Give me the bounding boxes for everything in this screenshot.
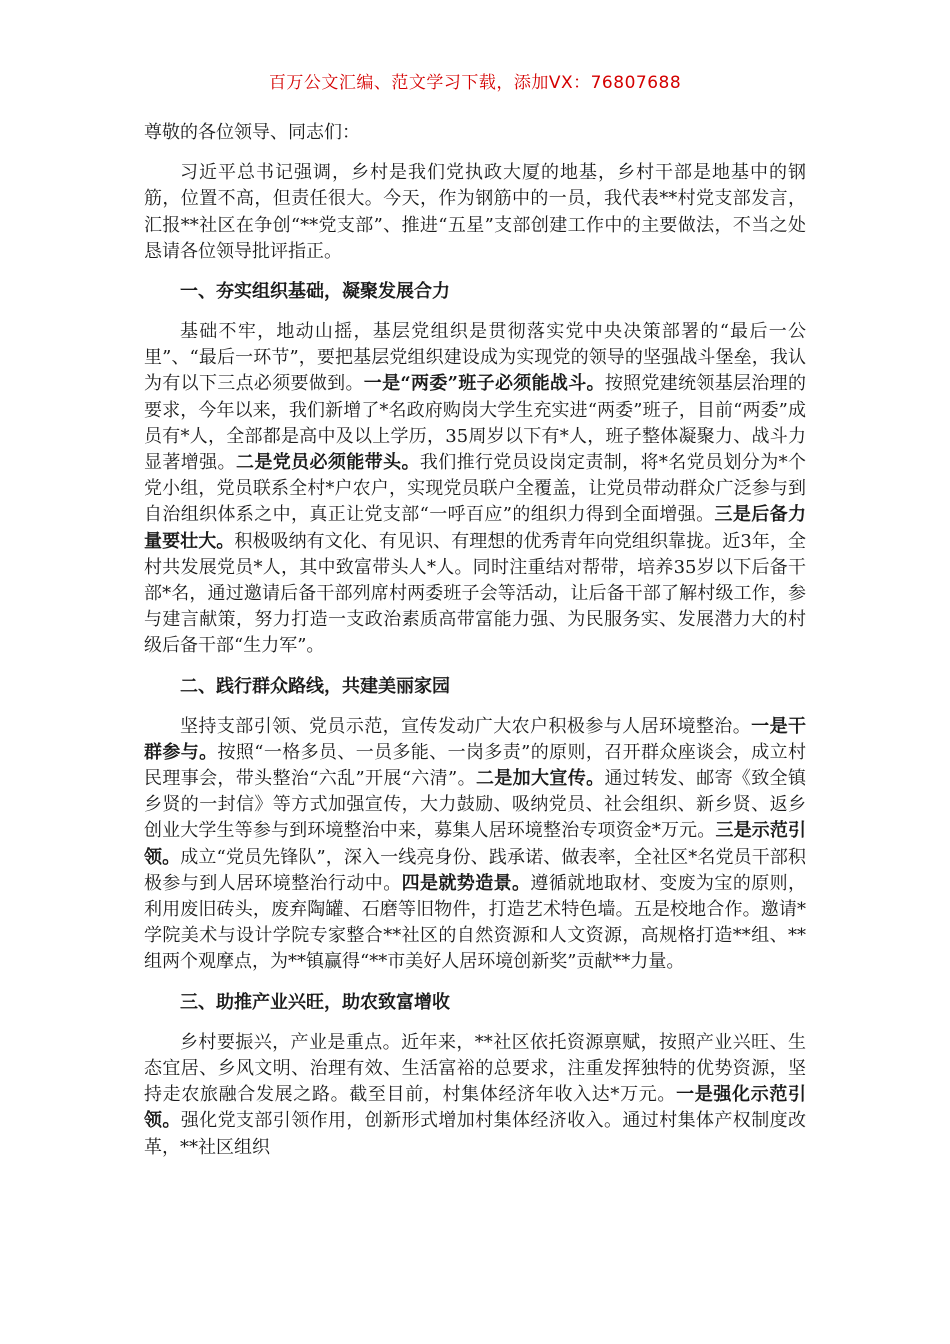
section-2-point-2: 二是加大宣传。 xyxy=(475,768,605,790)
speech-body xyxy=(144,120,806,1175)
section-3-text-2: 强化党支部引领作用，创新形式增加村集体经济收入。通过村集体产权制度改革，**社区组织 xyxy=(144,1110,807,1158)
section-1-text-3: 我们推行党员设岗定责制，将*名党员划分为*个党小组，党员联系全村*户农户，实现党员联户全覆盖，让党员带动群众广泛参与到自治组织体系之中，真正让党支部“一呼百应”的组织力得到全面增强。 xyxy=(144,452,807,526)
section-1-text-1: 基础不牢，地动山摇，基层党组织是贯彻落实党中央决策部署的“最后一公里”、“最后一环节”，要把基层党组织建设成为实现党的领导的坚强战斗堡垒，我认为有以下三点必须要做到。 xyxy=(144,321,806,395)
section-1-point-2: 二是党员必须能带头。 xyxy=(235,452,420,474)
section-2-heading: 二、践行群众路线，共建美丽家园 xyxy=(180,675,450,697)
section-3-heading: 三、助推产业兴旺，助农致富增收 xyxy=(180,991,450,1013)
salutation: 尊敬的各位领导、同志们： xyxy=(144,122,360,143)
section-2-text-1: 坚持支部引领、党员示范，宣传发动广大农户积极参与人居环境整治。 xyxy=(180,715,752,737)
section-2-point-4: 四是就势造景。 xyxy=(401,872,531,894)
section-1-point-3: 三是后备力量要壮大。 xyxy=(144,504,806,552)
section-1-text-2: 按照党建统领基层治理的要求，今年以来，我们新增了*名政府购岗大学生充实进“两委”班子，目前“两委”成员有*人，全部都是高中及以上学历，35周岁以下有*人，班子整体凝聚力、战斗力显著增强。 xyxy=(144,373,806,474)
section-1-heading: 一、夯实组织基础，凝聚发展合力 xyxy=(180,281,450,303)
section-1-text-4: 积极吸纳有文化、有见识、有理想的优秀青年向党组织靠拢。近3年，全村共发展党员*人，其中致富带头人*人。同时注重结对帮带，培养35岁以下后备干部*名，通过邀请后备干部列席村两委班子会等活动，让后备干部了解村级工作，参与建言献策，努力打造一支政治素质高带富能力强、为民服务实、发展潜力大的村级后备干部“生力军”。 xyxy=(144,530,807,657)
section-2-point-1: 一是干群参与。 xyxy=(144,715,807,763)
watermark-banner: 百万公文汇编、范文学习下载，添加VX：76807688 xyxy=(268,73,682,93)
section-3-paragraph xyxy=(144,1030,806,1161)
section-1-point-1: 一是“两委”班子必须能战斗。 xyxy=(363,373,605,395)
section-2-text-3: 通过转发、邮寄《致全镇乡贤的一封信》等方式加强宣传，大力鼓励、吸纳党员、社会组织、新乡贤、返乡创业大学生等参与到环境整治中来，募集人居环境整治专项资金*万元。 xyxy=(144,768,807,842)
section-2-text-5: 遵循就地取材、变废为宝的原则，利用废旧砖头，废弃陶罐、石磨等旧物件，打造艺术特色墙。五是校地合作。邀请*学院美术与设计学院专家整合**社区的自然资源和人文资源，高规格打造**组、**组两个观摩点，为**镇赢得“**市美好人居环境创新奖”贡献**力量。 xyxy=(144,872,807,973)
section-2-point-3: 三是示范引领。 xyxy=(144,820,807,868)
section-1-paragraph xyxy=(144,319,806,660)
intro-paragraph: 习近平总书记强调，乡村是我们党执政大厦的地基，乡村干部是地基中的钢筋，位置不高，但责任很大。今天，作为钢筋中的一员，我代表**村党支部发言，汇报**社区在争创“**党支部”、推进“五星”支部创建工作中的主要做法，不当之处恳请各位领导批评指正。 xyxy=(144,162,806,262)
section-3-point-1: 一是强化示范引领。 xyxy=(144,1084,807,1132)
section-2-text-2: 按照“一格多员、一员多能、一岗多责”的原则，召开群众座谈会，成立村民理事会，带头整治“六乱”开展“六清”。 xyxy=(144,741,806,790)
section-3-text-1: 乡村要振兴，产业是重点。近年来，**社区依托资源禀赋，按照产业兴旺、生态宜居、乡风文明、治理有效、生活富裕的总要求，注重发挥独特的优势资源，坚持走农旅融合发展之路。截至目前，村集体经济年收入达*万元。 xyxy=(144,1031,806,1106)
section-2-paragraph xyxy=(144,714,806,976)
section-2-text-4: 成立“党员先锋队”，深入一线亮身份、践承诺、做表率，全社区*名党员干部积极参与到人居环境整治行动中。 xyxy=(144,846,806,894)
